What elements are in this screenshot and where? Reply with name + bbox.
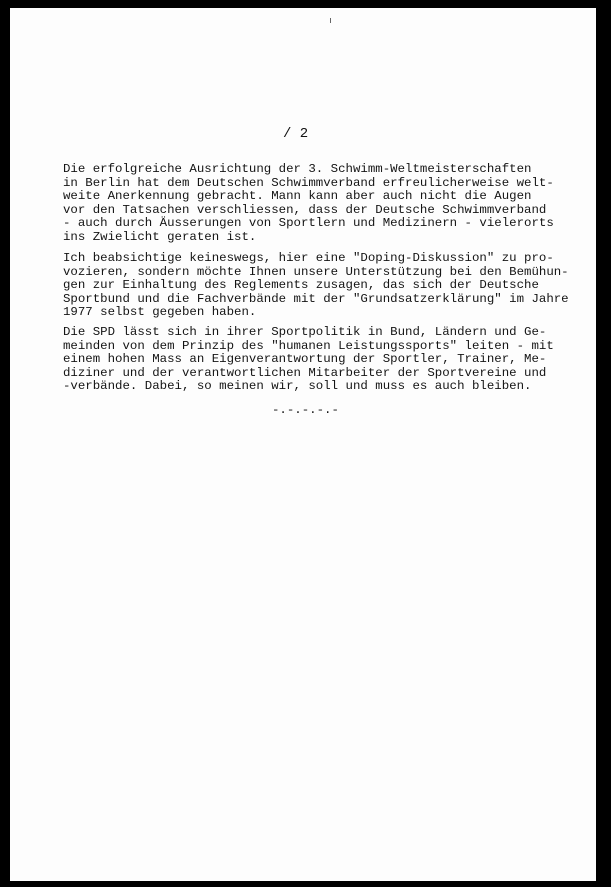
text-line: weite Anerkennung gebracht. Mann kann aber auch nicht die Augen: [63, 189, 532, 204]
paragraph-2: [63, 251, 569, 320]
text-line: - auch durch Äusserungen von Sportlern und Medizinern - vielerorts: [63, 216, 554, 231]
text-line: Die SPD lässt sich in ihrer Sportpolitik in Bund, Ländern und Ge-: [63, 325, 547, 339]
punch-mark: [330, 18, 331, 23]
text-line: in Berlin hat dem Deutschen Schwimmverband erfreulicherweise welt-: [63, 175, 554, 190]
text-line: Ich beabsichtige keineswegs, hier eine "Doping-Diskussion" zu pro-: [63, 251, 554, 265]
text-line: vor den Tatsachen verschliessen, dass der Deutsche Schwimmverband: [63, 202, 547, 217]
text-line: ins Zwielicht geraten ist.: [63, 229, 257, 244]
text-line: diziner und der verantwortlichen Mitarbeiter der Sportvereine und: [63, 365, 547, 380]
closing-mark: -.-.-.-.-: [272, 403, 339, 417]
text-line: meinden von dem Prinzip des "humanen Leistungssports" leiten - mit: [63, 338, 554, 353]
text-line: Sportbund und die Fachverbände mit der "Grundsatzerklärung" im Jahre: [63, 291, 569, 306]
text-line: Die erfolgreiche Ausrichtung der 3. Schwimm-Weltmeisterschaften: [63, 162, 532, 176]
text-line: gen zur Einhaltung des Reglements zusagen, das sich der Deutsche: [63, 278, 539, 293]
document-page: [10, 8, 596, 881]
paragraph-3: [63, 325, 554, 394]
text-line: 1977 selbst gegeben haben.: [63, 305, 257, 320]
paragraph-1: [63, 162, 554, 245]
text-line: -verbände. Dabei, so meinen wir, soll und muss es auch bleiben.: [63, 379, 532, 394]
text-line: vozieren, sondern möchte Ihnen unsere Unterstützung bei den Bemühun-: [63, 264, 569, 279]
page-number: / 2: [283, 126, 309, 142]
text-line: einem hohen Mass an Eigenverantwortung der Sportler, Trainer, Me-: [63, 352, 547, 367]
